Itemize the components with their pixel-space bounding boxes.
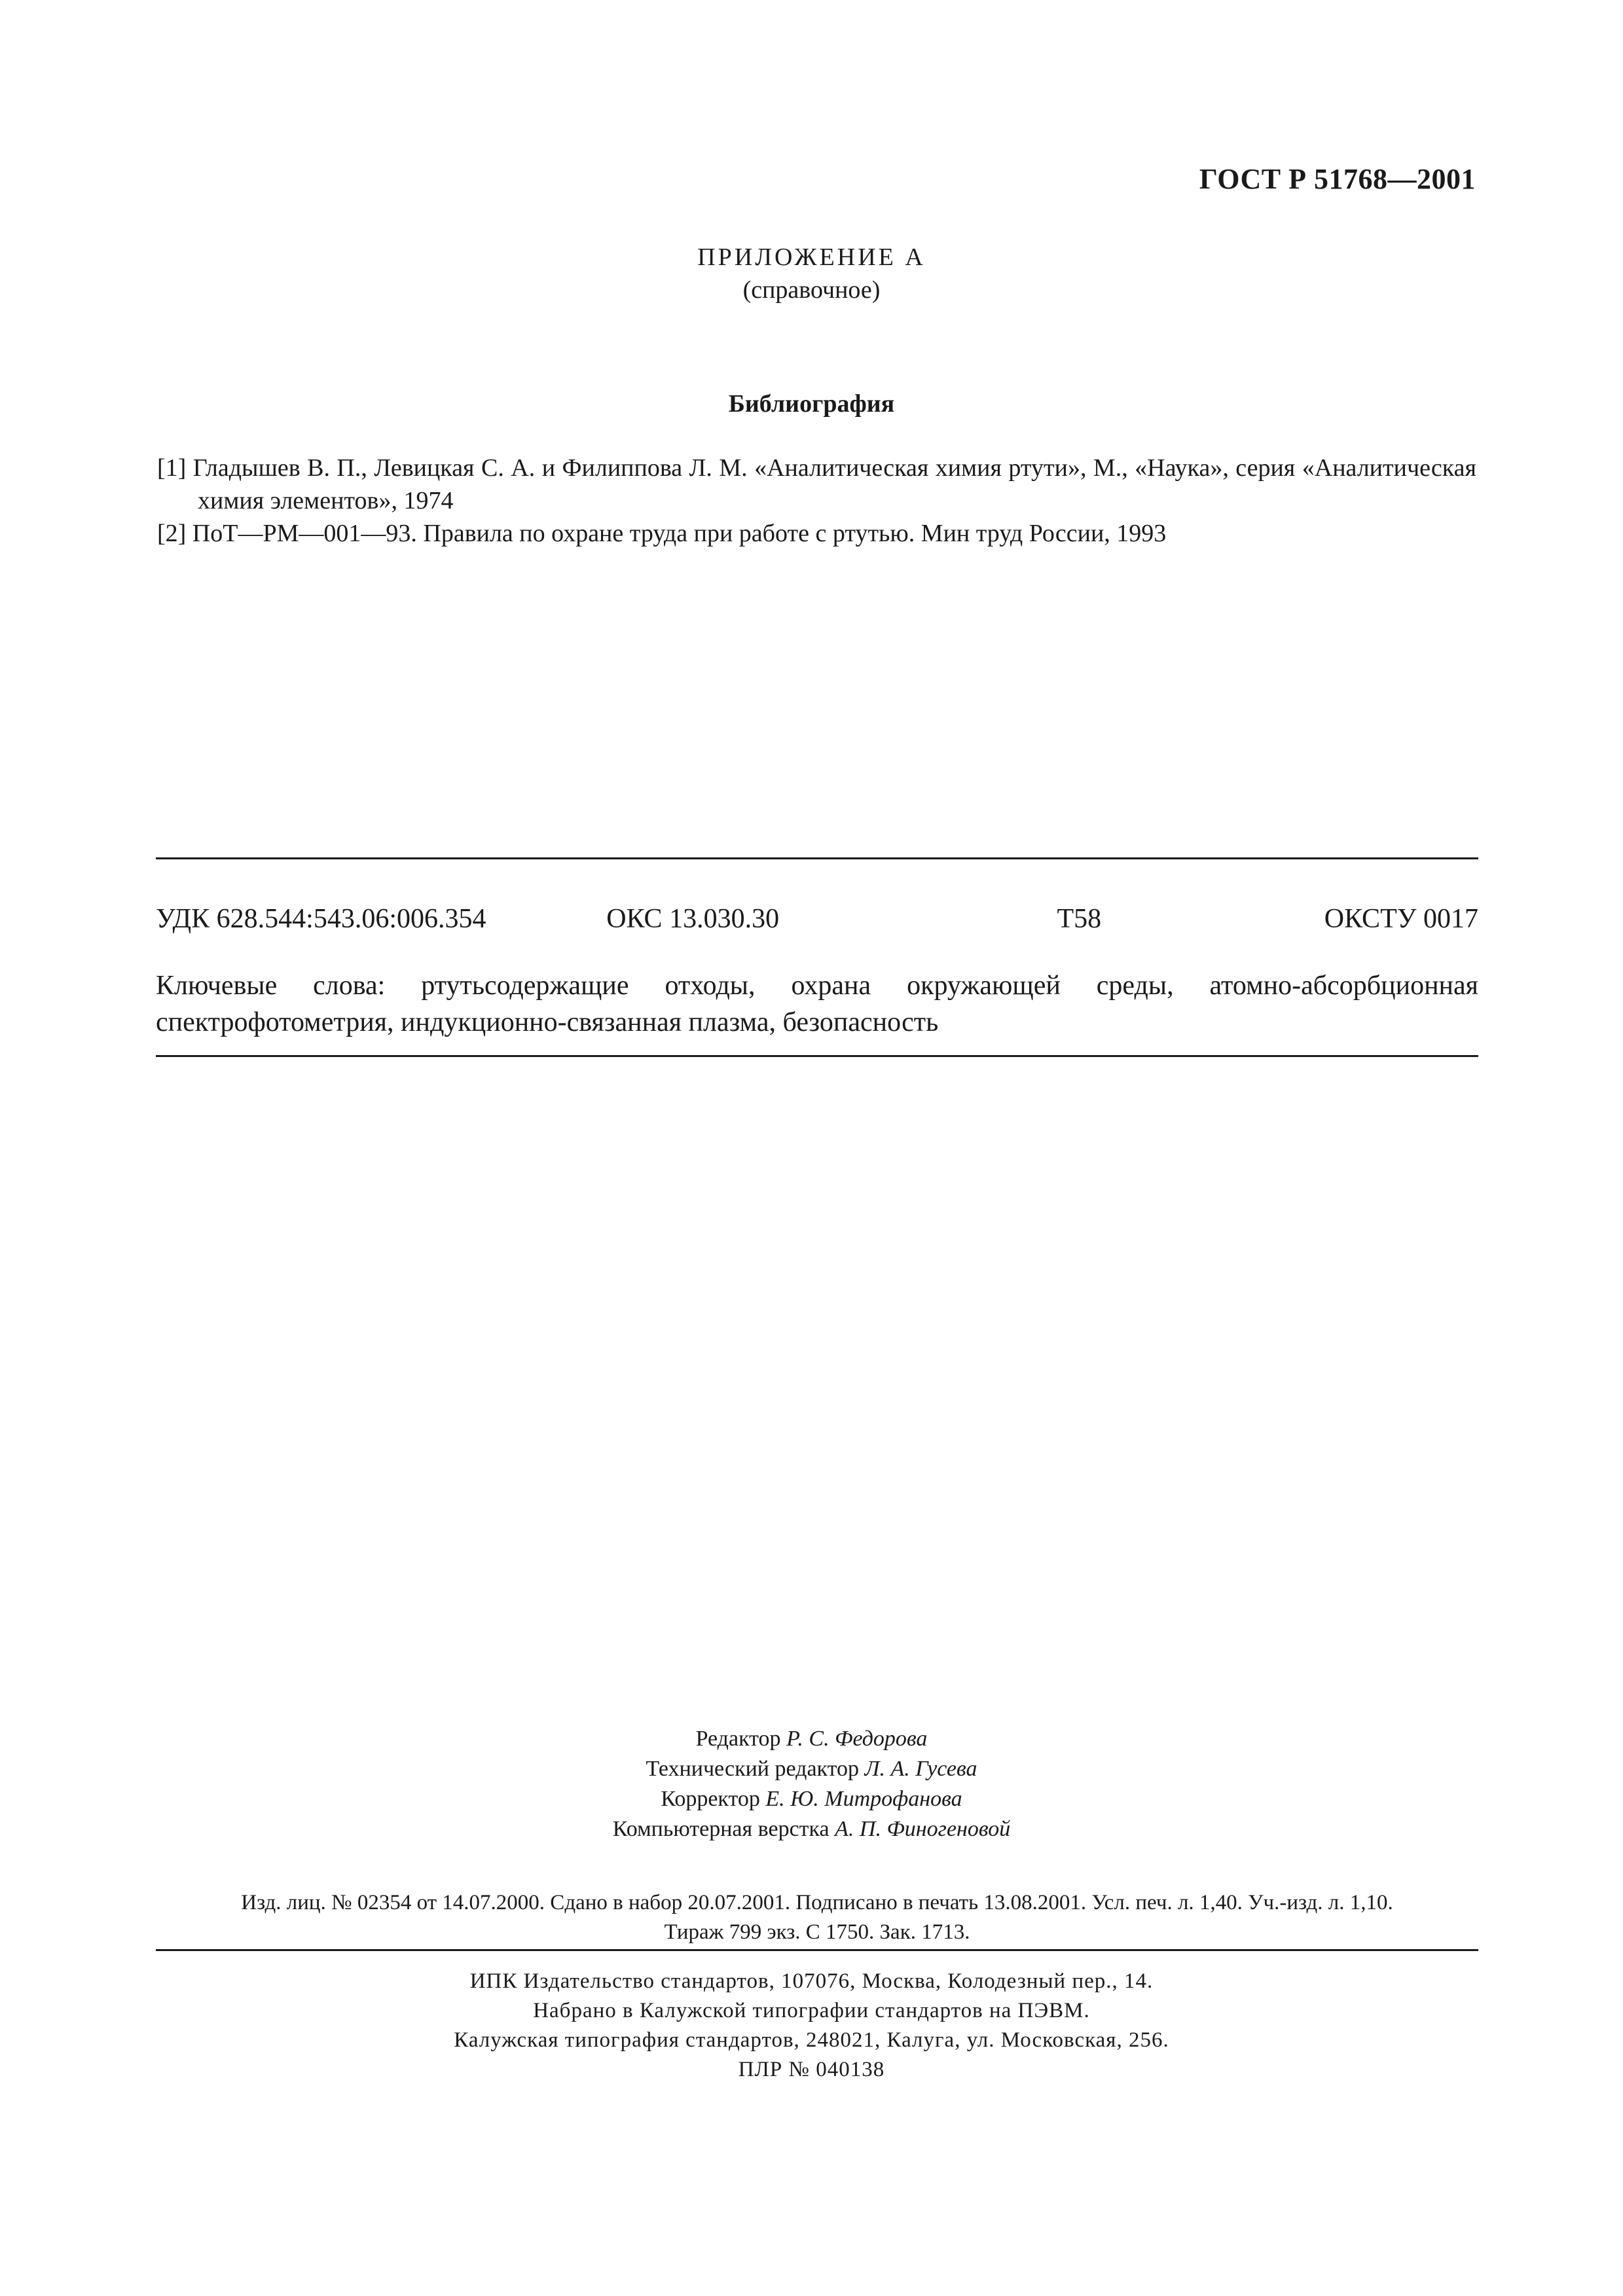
credit-line — [0, 1754, 1623, 1784]
publisher-line: Набрано в Калужской типографии стандартов на ПЭВМ. — [533, 1999, 1090, 2022]
oks-code: ОКС 13.030.30 — [606, 904, 780, 934]
bibliography-heading: Библиография — [728, 390, 895, 418]
divider-middle — [156, 1055, 1478, 1057]
credit-line — [0, 1814, 1623, 1844]
bibliography-list — [157, 452, 1476, 550]
publisher-info — [0, 1967, 1623, 2085]
publisher-line: ПЛР № 040138 — [738, 2058, 885, 2081]
credit-name: Р. С. Федорова — [786, 1727, 928, 1751]
credit-name: Е. Ю. Митрофанова — [765, 1787, 962, 1811]
credit-line — [0, 1784, 1623, 1814]
credit-role: Корректор — [661, 1787, 760, 1811]
standard-code: ГОСТ Р 51768—2001 — [1199, 163, 1476, 195]
credit-role: Редактор — [695, 1727, 781, 1751]
udk-code: УДК 628.544:543.06:006.354 — [156, 904, 486, 934]
print-info — [156, 1888, 1478, 1947]
publisher-line: ИПК Издательство стандартов, 107076, Москва, Колодезный пер., 14. — [469, 1969, 1154, 1993]
print-info-line: Изд. лиц. № 02354 от 14.07.2000. Сдано в набор 20.07.2001. Подписано в печать 13.08.2001. Усл. печ. л. 1,40. Уч.-изд. л. 1,10. — [241, 1891, 1393, 1914]
appendix-title: ПРИЛОЖЕНИЕ А — [697, 243, 926, 271]
classification-row — [156, 903, 1478, 935]
divider-bottom — [156, 1949, 1478, 1951]
bibliography-item: [1] Гладышев В. П., Левицкая С. А. и Филиппова Л. М. «Аналитическая химия ртути», М., «Наука», серия «Аналитическая химия элементов», 1974 — [157, 454, 1476, 514]
bibliography-item: [2] ПоТ—РМ—001—93. Правила по охране труда при работе с ртутью. Мин труд России, 1993 — [157, 520, 1167, 547]
appendix-heading — [0, 241, 1623, 306]
divider-top — [156, 857, 1478, 859]
credits-block — [0, 1724, 1623, 1844]
okstu-code: ОКСТУ 0017 — [1324, 904, 1478, 934]
credit-role: Технический редактор — [646, 1757, 860, 1781]
group-code: Т58 — [1057, 904, 1102, 934]
credit-line — [0, 1724, 1623, 1754]
keywords: Ключевые слова: ртутьсодержащие отходы, охрана окружающей среды, атомно-абсорбционная спектрофотометрия, индукционно-связанная плазма, безопасность — [156, 971, 1478, 1037]
credit-name: Л. А. Гусева — [864, 1757, 977, 1781]
credit-role: Компьютерная верстка — [612, 1817, 830, 1841]
credit-name: А. П. Финогеновой — [835, 1817, 1011, 1841]
publisher-line: Калужская типография стандартов, 248021, Калуга, ул. Московская, 256. — [454, 2028, 1169, 2052]
print-info-line: Тираж 799 экз. С 1750. Зак. 1713. — [664, 1920, 970, 1944]
appendix-subtitle: (справочное) — [742, 276, 881, 304]
